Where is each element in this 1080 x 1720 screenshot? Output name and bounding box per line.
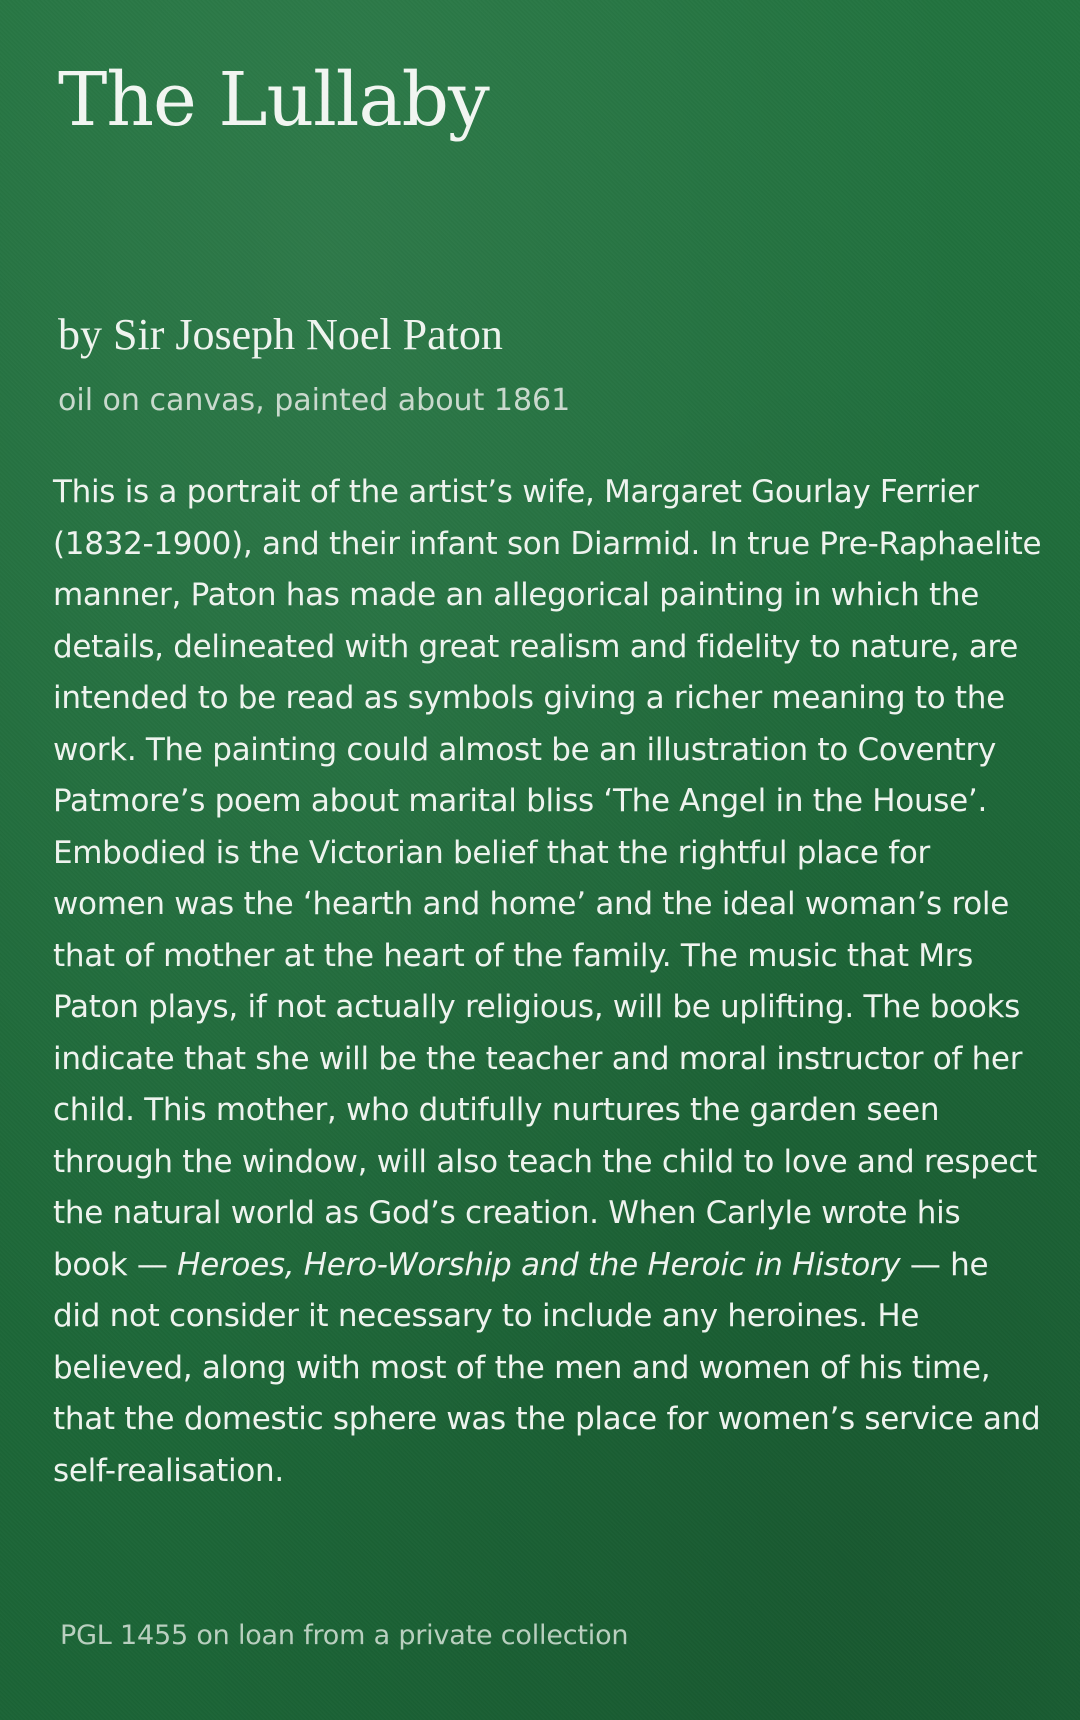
painting-title: The Lullaby xyxy=(58,57,489,143)
accession-credit-line: PGL 1455 on loan from a private collection xyxy=(60,1620,629,1651)
book-title: Heroes, Hero-Worship and the Heroic in History xyxy=(177,1246,901,1283)
artist-name: by Sir Joseph Noel Paton xyxy=(58,310,503,360)
description-text xyxy=(53,467,1043,1497)
medium-date: oil on canvas, painted about 1861 xyxy=(58,383,571,419)
description-part-1: This is a portrait of the artist’s wife, Margaret Gourlay Ferrier (1832-1900), and their infant son Diarmid. In true Pre-Raphaelite manner, Paton has made an allegorical painting in which the details, delineated with great realism and fidelity to nature, are intended to be read as symbols giving a richer meaning to the work. The painting could almost be an illustration to Coventry Patmore’s poem about marital bliss ‘The Angel in the House’. Embodied is the Victorian belief that the rightful place for women was the ‘hearth and home’ and the ideal woman’s role that of mother at the heart of the family. The music that Mrs Paton plays, if not actually religious, will be uplifting. The books indicate that she will be the teacher and moral instructor of her child. This mother, who dutifully nurtures the garden seen through the window, will also teach the child to love and respect the natural world as God’s creation. When Carlyle wrote his book — xyxy=(53,474,1042,1283)
description-part-2: — he did not consider it necessary to include any heroines. He believed, along with most of the men and women of his time, that the domestic sphere was the place for women’s service and self-realisation. xyxy=(53,1246,1041,1489)
